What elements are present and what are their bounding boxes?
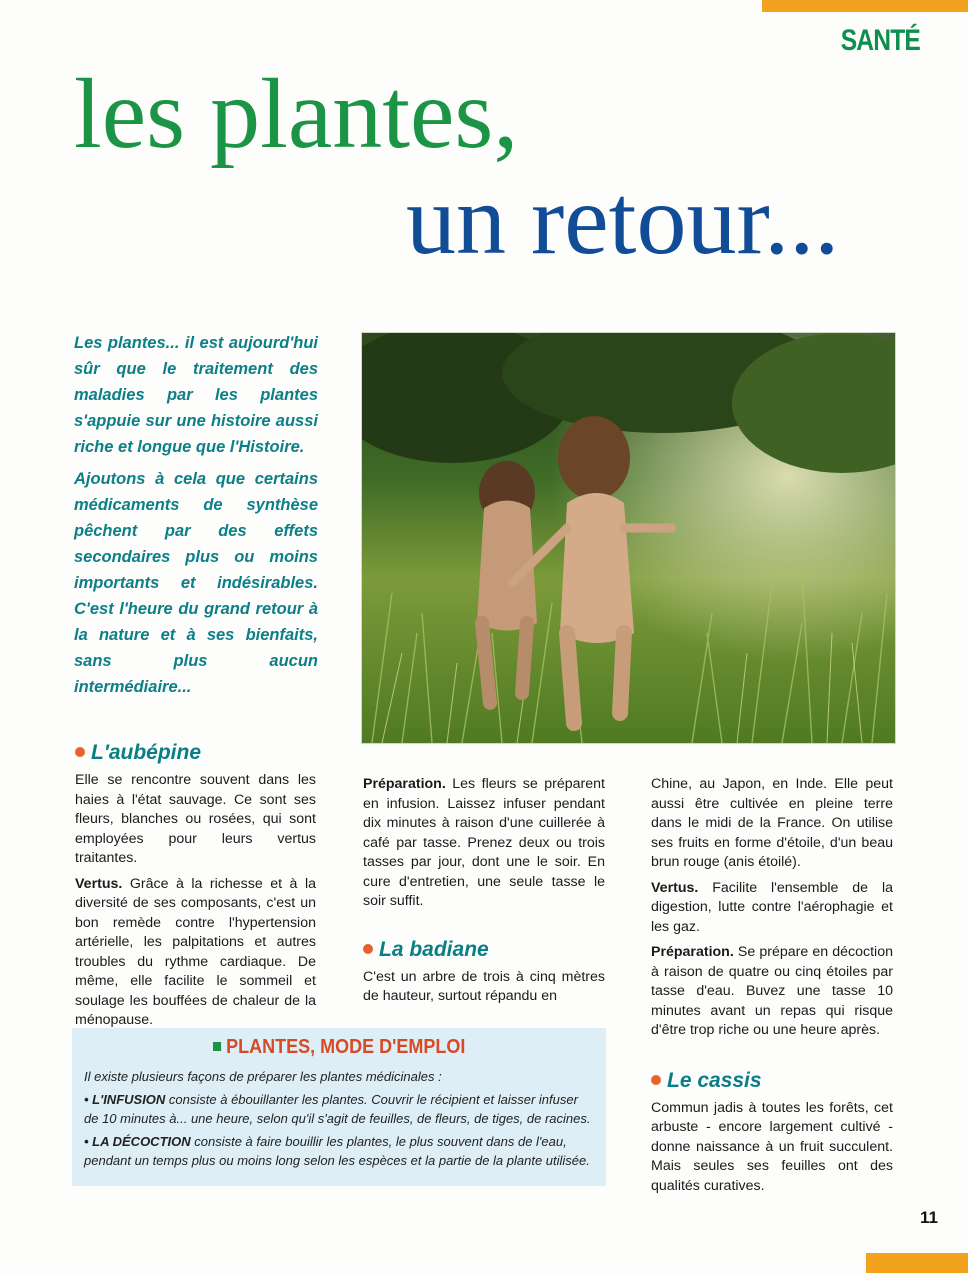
top-accent-bar — [762, 0, 968, 12]
square-bullet-icon — [213, 1042, 221, 1051]
aubepine-preparation: Préparation. Les fleurs se préparent en infusion. Laissez infuser pendant dix minutes à raison d'une cuillerée à café par tasse. Prenez deux ou trois tasses par jour, dont une le soir. En cure d'entretien, une seule tasse le soir suffit. — [363, 776, 605, 909]
mode-emploi-box — [72, 1028, 606, 1186]
section-label: SANTÉ — [840, 24, 920, 57]
aubepine-heading: L'aubépine — [75, 741, 316, 765]
badiane-description: Chine, au Japon, en Inde. Elle peut aussi être cultivée en pleine terre dans le midi de la France. On utilise ses fruits en forme d'étoile, d'un beau brun rouge (anis étoilé). — [651, 776, 893, 870]
box-decoction: • LA DÉCOCTION consiste à faire bouillir les plantes, le plus souvent dans de l'eau, pendant un temps plus ou moins long selon les espèces et la partie de la plante utilisée. — [84, 1134, 590, 1168]
aubepine-vertus: Vertus. Grâce à la richesse et à la diversité de ses composants, c'est un bon remède contre l'hypertension artérielle, les palpitations et autres troubles du rythme cardiaque. De même, elle facilite le sommeil et soulage les bouffées de chaleur de la ménopause. — [75, 875, 316, 1028]
badiane-description-start: C'est un arbre de trois à cinq mètres de hauteur, surtout répandu en — [363, 968, 605, 1004]
badiane-vertus: Vertus. Facilite l'ensemble de la digestion, lutte contre l'aérophagie et les gaz. — [651, 879, 893, 935]
column-1 — [75, 741, 316, 1037]
meadow-photo — [361, 332, 896, 744]
column-2 — [363, 775, 605, 1013]
box-title: PLANTES, MODE D'EMPLOI — [110, 1036, 569, 1059]
intro-text — [74, 330, 318, 706]
bottom-accent-bar — [866, 1253, 968, 1273]
bullet-icon — [75, 747, 85, 757]
badiane-preparation: Préparation. Se prépare en décoction à raison de quatre ou cinq étoiles par tasse d'eau. Buvez une tasse 10 minutes avant un repas qui risque d'être trop riche ou une heure après. — [651, 944, 893, 1038]
cassis-heading: Le cassis — [651, 1069, 893, 1093]
page-number: 11 — [920, 1208, 938, 1227]
box-intro: Il existe plusieurs façons de préparer les plantes médicinales : — [84, 1069, 442, 1084]
intro-paragraph-2: Ajoutons à cela que certains médicaments de synthèse pêchent par des effets secondaires plus ou moins importants et indésirables. C'est l'heure du grand retour à la nature et à ses bienfaits, sans plus aucun intermédiaire... — [74, 470, 318, 696]
cassis-description: Commun jadis à toutes les forêts, cet arbuste - encore largement cultivé - donne naissance à un fruit succulent. Mais seules ses feuilles ont des qualités curatives. — [651, 1099, 893, 1194]
aubepine-description: Elle se rencontre souvent dans les haies à l'état sauvage. Ce sont ses fleurs, blanches ou rosées, qui sont employées pour leurs vertus traitantes. — [75, 772, 316, 866]
column-3 — [651, 775, 893, 1202]
box-infusion: • L'INFUSION consiste à ébouillanter les plantes. Couvrir le récipient et laisser infuser de 10 minutes à... une heure, selon qu'il s'agit de feuilles, de fleurs, de tiges, de racines. — [84, 1092, 591, 1126]
intro-paragraph-1: Les plantes... il est aujourd'hui sûr que le traitement des maladies par les plantes s'appuie sur une histoire aussi riche et longue que l'Histoire. — [74, 334, 318, 456]
bullet-icon — [363, 944, 373, 954]
bullet-icon — [651, 1075, 661, 1085]
title-line-2: un retour... — [406, 164, 840, 275]
title-line-1: les plantes, — [74, 58, 519, 169]
badiane-heading: La badiane — [363, 938, 605, 962]
